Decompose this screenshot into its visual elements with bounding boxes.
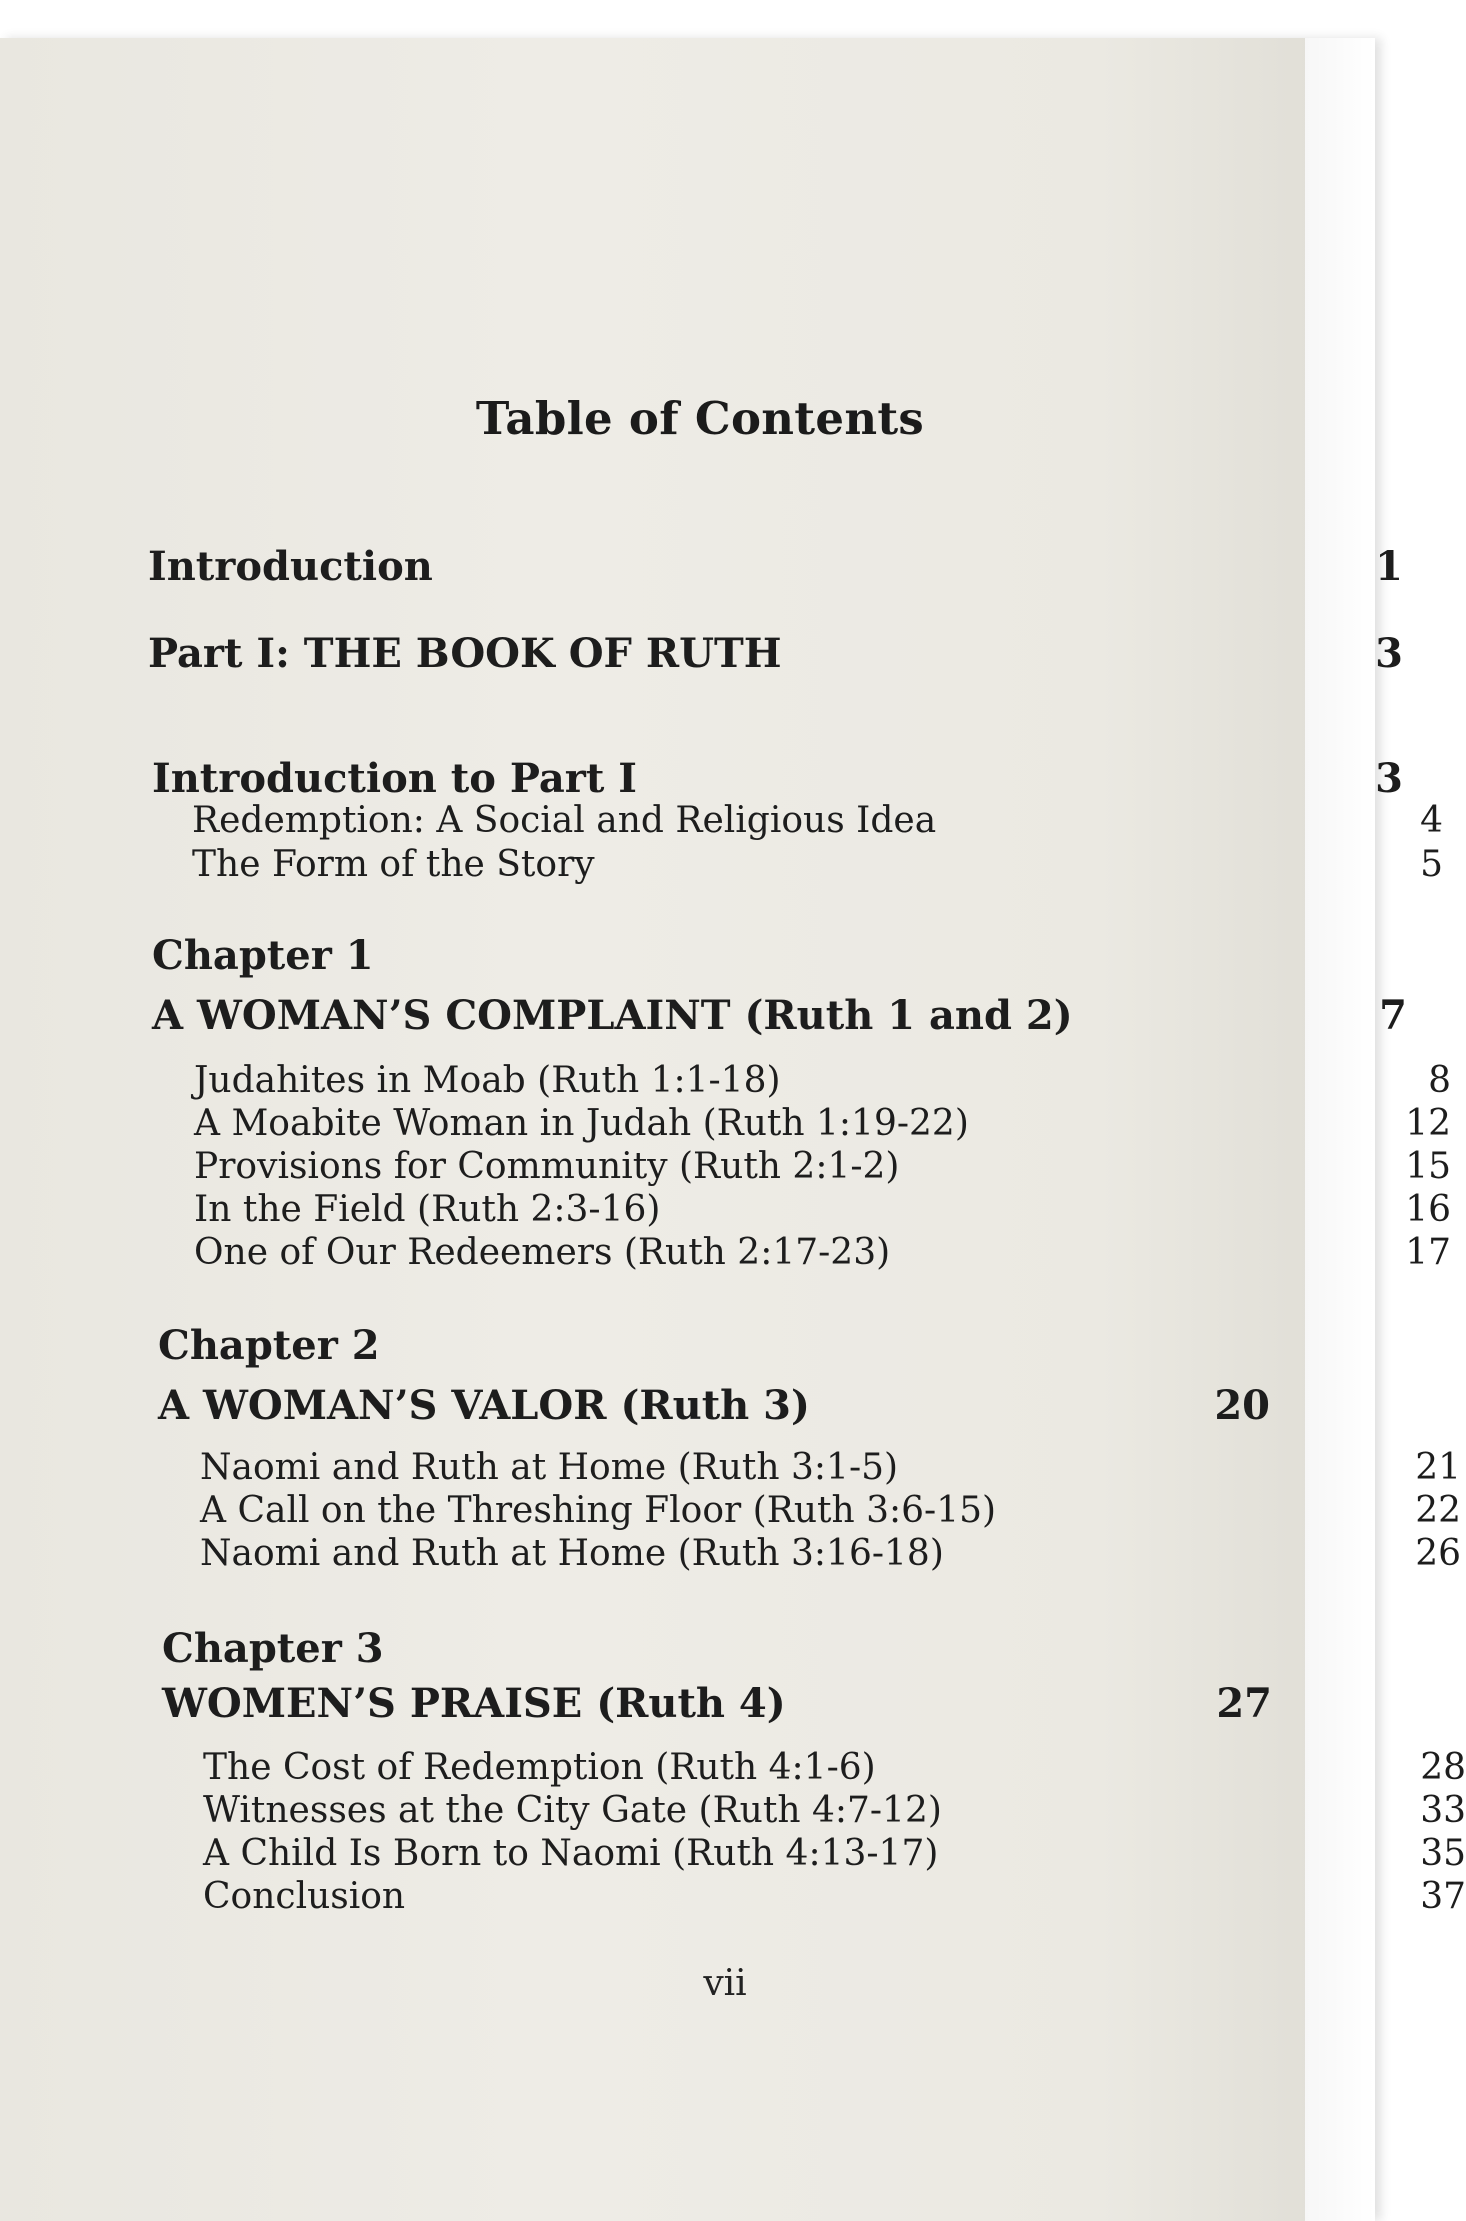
toc-entry-page: 17 — [1405, 1232, 1451, 1273]
toc-entry-title: Chapter 3 — [162, 1625, 384, 1672]
toc-entry-page: 7 — [1379, 992, 1407, 1039]
toc-entry-page: 3 — [1375, 630, 1403, 677]
page-number-folio: vii — [703, 1963, 747, 2004]
toc-entry-page: 21 — [1415, 1447, 1461, 1488]
toc-entry-page: 33 — [1420, 1790, 1466, 1831]
toc-entry-page: 5 — [1420, 844, 1443, 885]
toc-entry-title: Introduction — [148, 543, 433, 590]
toc-entry-title: One of Our Redeemers (Ruth 2:17-23) — [194, 1232, 891, 1273]
toc-entry-page: 26 — [1415, 1533, 1461, 1574]
toc-entry-title: Chapter 2 — [158, 1322, 380, 1369]
toc-entry-page: 1 — [1375, 543, 1403, 590]
toc-entry-title: A WOMAN’S COMPLAINT (Ruth 1 and 2) — [152, 992, 1073, 1039]
toc-entry-page: 22 — [1415, 1490, 1461, 1531]
toc-entry-page: 27 — [1216, 1680, 1272, 1727]
toc-entry-title: Provisions for Community (Ruth 2:1-2) — [194, 1146, 900, 1187]
toc-entry-title: A Child Is Born to Naomi (Ruth 4:13-17) — [203, 1833, 939, 1874]
toc-entry-page: 16 — [1405, 1189, 1451, 1230]
toc-entry-page: 8 — [1428, 1060, 1451, 1101]
toc-entry-title: Redemption: A Social and Religious Idea — [192, 800, 937, 841]
toc-entry-page: 20 — [1214, 1382, 1270, 1429]
toc-entry-page: 37 — [1420, 1876, 1466, 1917]
page-title: Table of Contents — [475, 392, 925, 445]
toc-entry-title: The Form of the Story — [192, 844, 595, 885]
toc-entry-title: Judahites in Moab (Ruth 1:1-18) — [194, 1060, 781, 1101]
toc-entry-title: In the Field (Ruth 2:3-16) — [194, 1189, 661, 1230]
toc-entry-title: Conclusion — [203, 1876, 406, 1917]
toc-entry-title: Naomi and Ruth at Home (Ruth 3:16-18) — [200, 1533, 944, 1574]
toc-entry-page: 28 — [1420, 1747, 1466, 1788]
toc-entry-title: A WOMAN’S VALOR (Ruth 3) — [158, 1382, 810, 1429]
toc-entry-title: A Call on the Threshing Floor (Ruth 3:6-15) — [200, 1490, 997, 1531]
toc-entry-title: Introduction to Part I — [152, 755, 637, 802]
toc-entry-title: Naomi and Ruth at Home (Ruth 3:1-5) — [200, 1447, 899, 1488]
toc-entry-title: WOMEN’S PRAISE (Ruth 4) — [162, 1680, 786, 1727]
toc-entry-title: Witnesses at the City Gate (Ruth 4:7-12) — [203, 1790, 942, 1831]
toc-entry-page: 3 — [1375, 755, 1403, 802]
toc-entry-title: Chapter 1 — [152, 932, 374, 979]
toc-entry-title: The Cost of Redemption (Ruth 4:1-6) — [203, 1747, 876, 1788]
toc-entry-page: 4 — [1420, 800, 1443, 841]
toc-entry-page: 15 — [1405, 1146, 1451, 1187]
toc-entry-title: A Moabite Woman in Judah (Ruth 1:19-22) — [194, 1103, 969, 1144]
toc-entry-page: 12 — [1405, 1103, 1451, 1144]
toc-entry-title: Part I: THE BOOK OF RUTH — [148, 630, 782, 677]
toc-entry-page: 35 — [1420, 1833, 1466, 1874]
